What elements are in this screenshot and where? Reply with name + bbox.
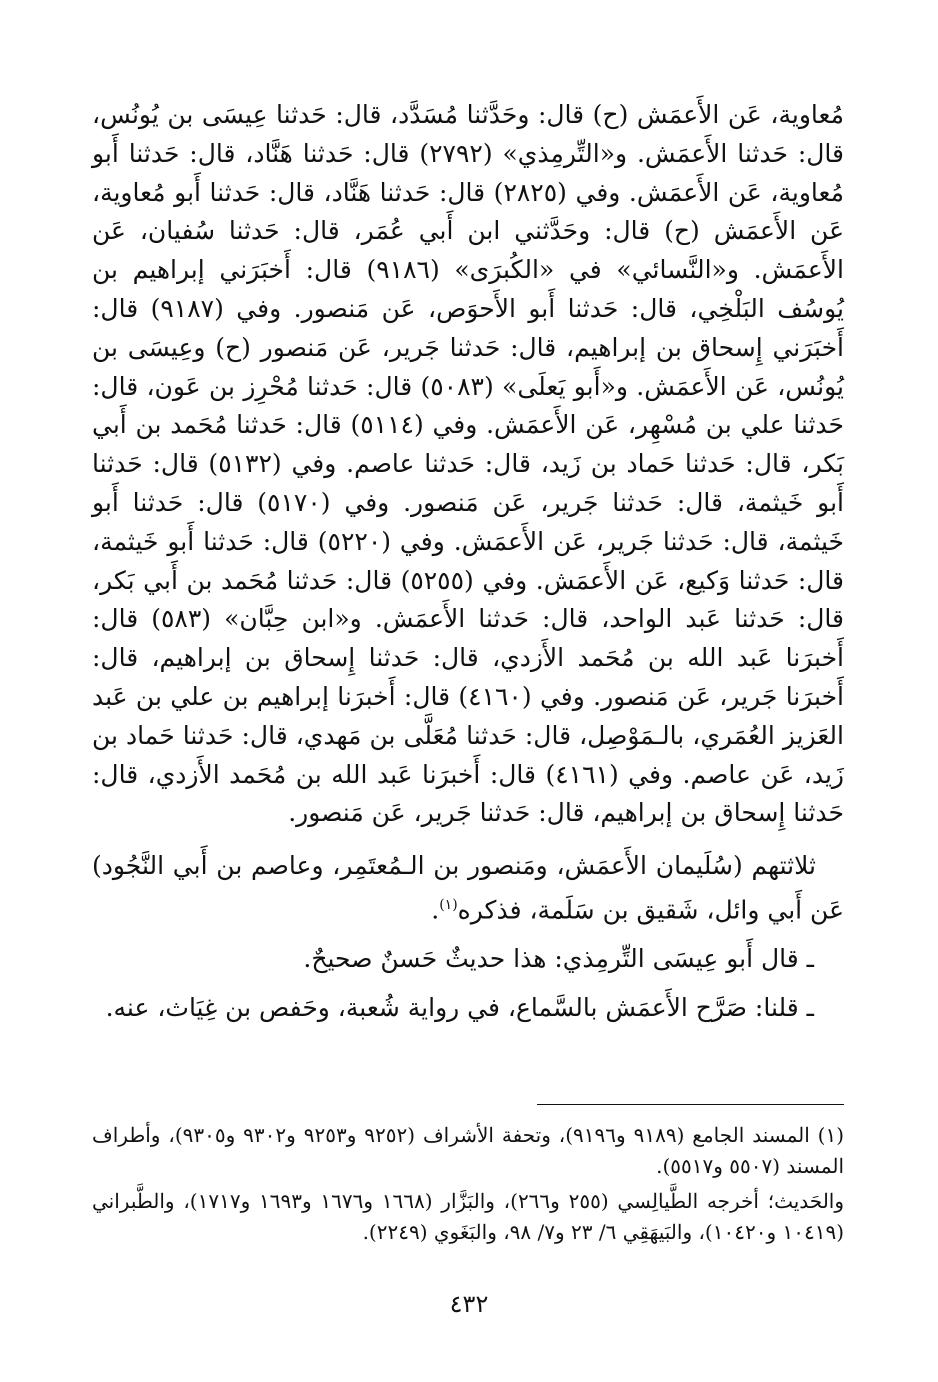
footnotes <box>92 1120 844 1252</box>
footnote-marker: (١) <box>439 896 458 913</box>
isnad-paragraph: مُعاوية، عَن الأَعمَش (ح) قال: وحَدَّثنا مُسَدَّد، قال: حَدثنا عِيسَى بن يُونُس، قال: حَدثنا الأَعمَش. و«التِّرمِذي» (٢٧٩٢) قال: حَدثنا هَنَّاد، قال: حَدثنا أَبو مُعاوية، عَن الأَعمَش. وفي (٢٨٢٥) قال: حَدثنا هَنَّاد، قال: حَدثنا أَبو مُعاوية، عَن الأَعمَش (ح) قال: وحَدَّثني ابن أَبي عُمَر، قال: حَدثنا سُفيان، عَن الأَعمَش. و«النَّسائي» في «الكُبرَى» (٩١٨٦) قال: أَخبَرَني إبراهيم بن يُوسُف البَلْخِي، قال: حَدثنا أَبو الأَحوَص، عَن مَنصور. وفي (٩١٨٧) قال: أَخبَرَني إِسحاق بن إبراهيم، قال: حَدثنا جَرير، عَن مَنصور (ح) وعِيسَى بن يُونُس، عَن الأَعمَش. و«أَبو يَعلَى» (٥٠٨٣) قال: حَدثنا مُحْرِز بن عَون، قال: حَدثنا علي بن مُسْهِر، عَن الأَعمَش. وفي (٥١١٤) قال: حَدثنا مُحَمد بن أَبي بَكر، قال: حَدثنا حَماد بن زَيد، قال: حَدثنا عاصم. وفي (٥١٣٢) قال: حَدثنا أَبو خَيثمة، قال: حَدثنا جَرير، عَن مَنصور. وفي (٥١٧٠) قال: حَدثنا أَبو خَيثمة، قال: حَدثنا جَرير، عَن الأَعمَش. وفي (٥٢٢٠) قال: حَدثنا أَبو خَيثمة، قال: حَدثنا وَكيع، عَن الأَعمَش. وفي (٥٢٥٥) قال: حَدثنا مُحَمد بن أَبي بَكر، قال: حَدثنا عَبد الواحد، قال: حَدثنا الأَعمَش. و«ابن حِبَّان» (٥٨٣) قال: أَخبرَنا عَبد الله بن مُحَمد الأَزدي، قال: حَدثنا إِسحاق بن إبراهيم، قال: أَخبرَنا جَرير، عَن مَنصور. وفي (٤١٦٠) قال: أَخبرَنا إبراهيم بن علي بن عَبد العَزيز العُمَري، بالـمَوْصِل، قال: حَدثنا مُعَلَّى بن مَهدي، قال: حَدثنا حَماد بن زَيد، عَن عاصم. وفي (٤١٦١) قال: أَخبرَنا عَبد الله بن مُحَمد الأَزدي، قال: حَدثنا إِسحاق بن إبراهيم، قال: حَدثنا جَرير، عَن مَنصور. <box>92 100 845 828</box>
footnote-2: والحَديث؛ أخرجه الطَّيالِسي (٢٥٥ و٢٦٦)، والبَزَّار (١٦٦٨ و١٦٧٦ و١٦٩٣ و١٧١٧)، والطَّبراني (١٠٤١٩ و١٠٤٢٠)، والبَيهَقِي ٦/ ٢٣ و٧/ ٩٨، والبَغَوي (٢٢٤٩). <box>92 1189 845 1244</box>
summary-end: . <box>431 895 440 925</box>
page-number: ٤٣٢ <box>449 1290 489 1318</box>
main-text <box>92 96 844 1028</box>
summary-text: ثلاثتهم (سُلَيمان الأَعمَش، ومَنصور بن الـمُعتَمِر، وعاصم بن أَبي النَّجُود) عَن أَبي وائل، شَقيق بن سَلَمة، فذكره <box>92 851 844 925</box>
summary-paragraph <box>92 847 844 930</box>
footnote-1: (١) المسند الجامع (٩١٨٩ و٩١٩٦)، وتحفة الأشراف (٩٢٥٢ و٩٢٥٣ و٩٣٠٢ و٩٣٠٥)، وأطراف المسند (٥٥٠٧ و٥٥١٧). <box>92 1123 845 1178</box>
editor-note: ـ قلنا: صَرَّح الأَعمَش بالسَّماع، في رواية شُعبة، وحَفص بن غِيَاث، عنه. <box>105 992 814 1022</box>
tirmidhi-grading: ـ قال أَبو عِيسَى التِّرمِذي: هذا حديثٌ حَسنٌ صحيحٌ. <box>303 944 814 974</box>
footnote-divider <box>537 1104 844 1105</box>
